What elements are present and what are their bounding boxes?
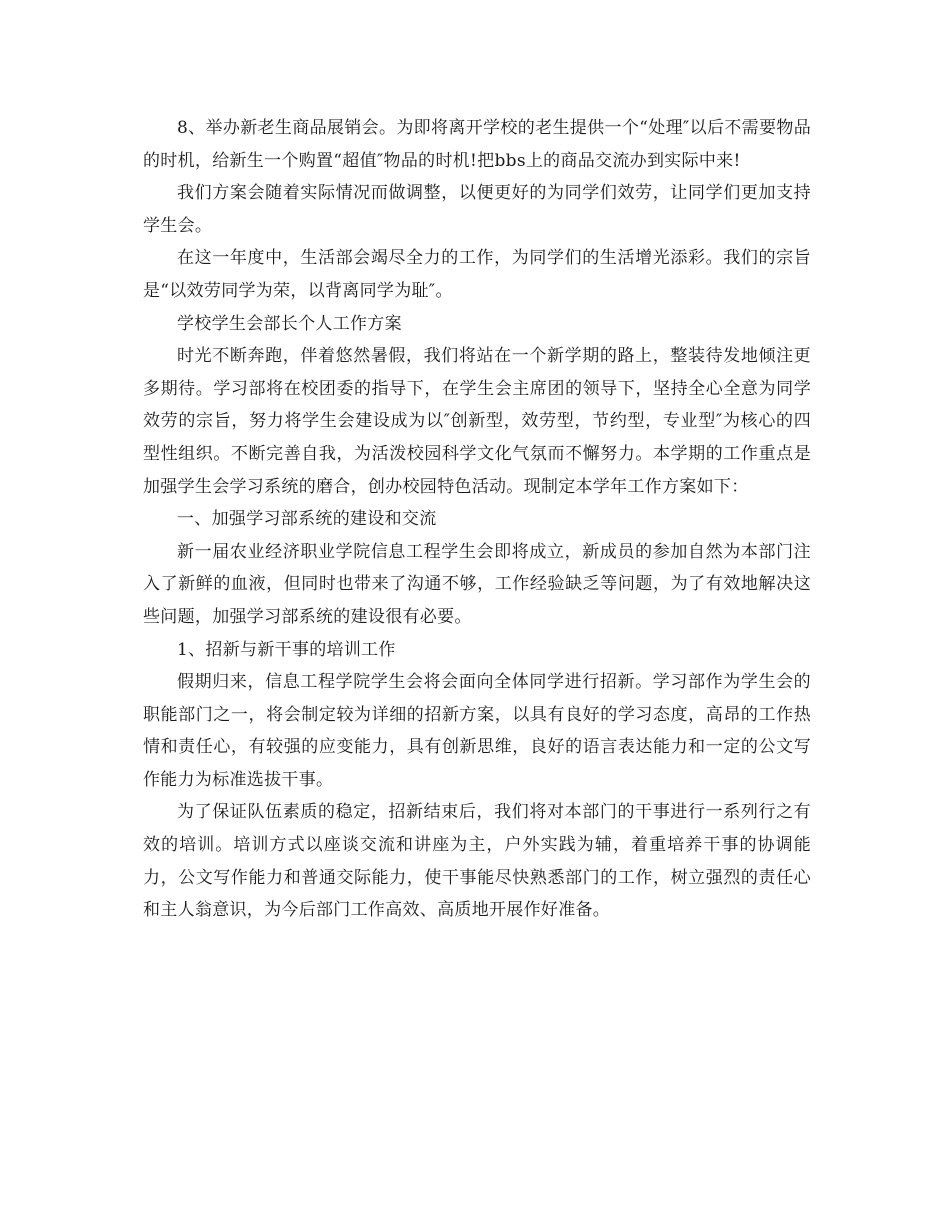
section-title: 学校学生会部长个人工作方案 xyxy=(177,313,402,334)
paragraph-purpose: 在这一年度中，生活部会竭尽全力的工作，为同学们的生活增光添彩。我们的宗旨是“以效劳同学为荣，以背离同学为耻″。 xyxy=(143,248,811,301)
paragraph-intro: 时光不断奔跑，伴着悠然暑假，我们将站在一个新学期的路上，整装待发地倾注更多期待。学习部将在校团委的指导下，在学生会主席团的领导下，坚持全心全意为同学效劳的宗旨，努力将学生会建设成为以″创新型，效劳型，节约型，专业型″为核心的四型性组织。不断完善自我，为活泼校园科学文化气氛而不懈努力。本学期的工作重点是加强学生会学习系统的磨合，创办校园特色活动。现制定本学年工作方案如下： xyxy=(143,346,811,497)
paragraph-item-8: 8、举办新老生商品展销会。为即将离开学校的老生提供一个“处理″以后不需要物品的时机，给新生一个购置“超值″物品的时机!把bbs上的商品交流办到实际中来! xyxy=(143,118,811,171)
paragraph-recruitment: 假期归来，信息工程学院学生会将会面向全体同学进行招新。学习部作为学生会的职能部门之一，将会制定较为详细的招新方案，以具有良好的学习态度，高昂的工作热情和责任心，有较强的应变能力，具有创新思维，良好的语言表达能力和一定的公文写作能力为标准选拔干事。 xyxy=(143,672,811,790)
paragraph-section-1: 新一届农业经济职业学院信息工程学生会即将成立，新成员的参加自然为本部门注入了新鲜的血液，但同时也带来了沟通不够，工作经验缺乏等问题，为了有效地解决这些问题，加强学习部系统的建设很有必要。 xyxy=(143,541,811,627)
subsection-heading-1: 1、招新与新干事的培训工作 xyxy=(177,639,396,660)
document-body xyxy=(143,112,811,927)
paragraph-training: 为了保证队伍素质的稳定，招新结束后，我们将对本部门的干事进行一系列行之有效的培训。培训方式以座谈交流和讲座为主，户外实践为辅，着重培养干事的协调能力，公文写作能力和普通交际能力，使干事能尽快熟悉部门的工作，树立强烈的责任心和主人翁意识，为今后部门工作高效、高质地开展作好准备。 xyxy=(143,802,811,921)
section-heading-1: 一、加强学习部系统的建设和交流 xyxy=(177,509,437,530)
paragraph-plan-adjust: 我们方案会随着实际情况而做调整，以便更好的为同学们效劳，让同学们更加支持学生会。 xyxy=(143,183,811,236)
